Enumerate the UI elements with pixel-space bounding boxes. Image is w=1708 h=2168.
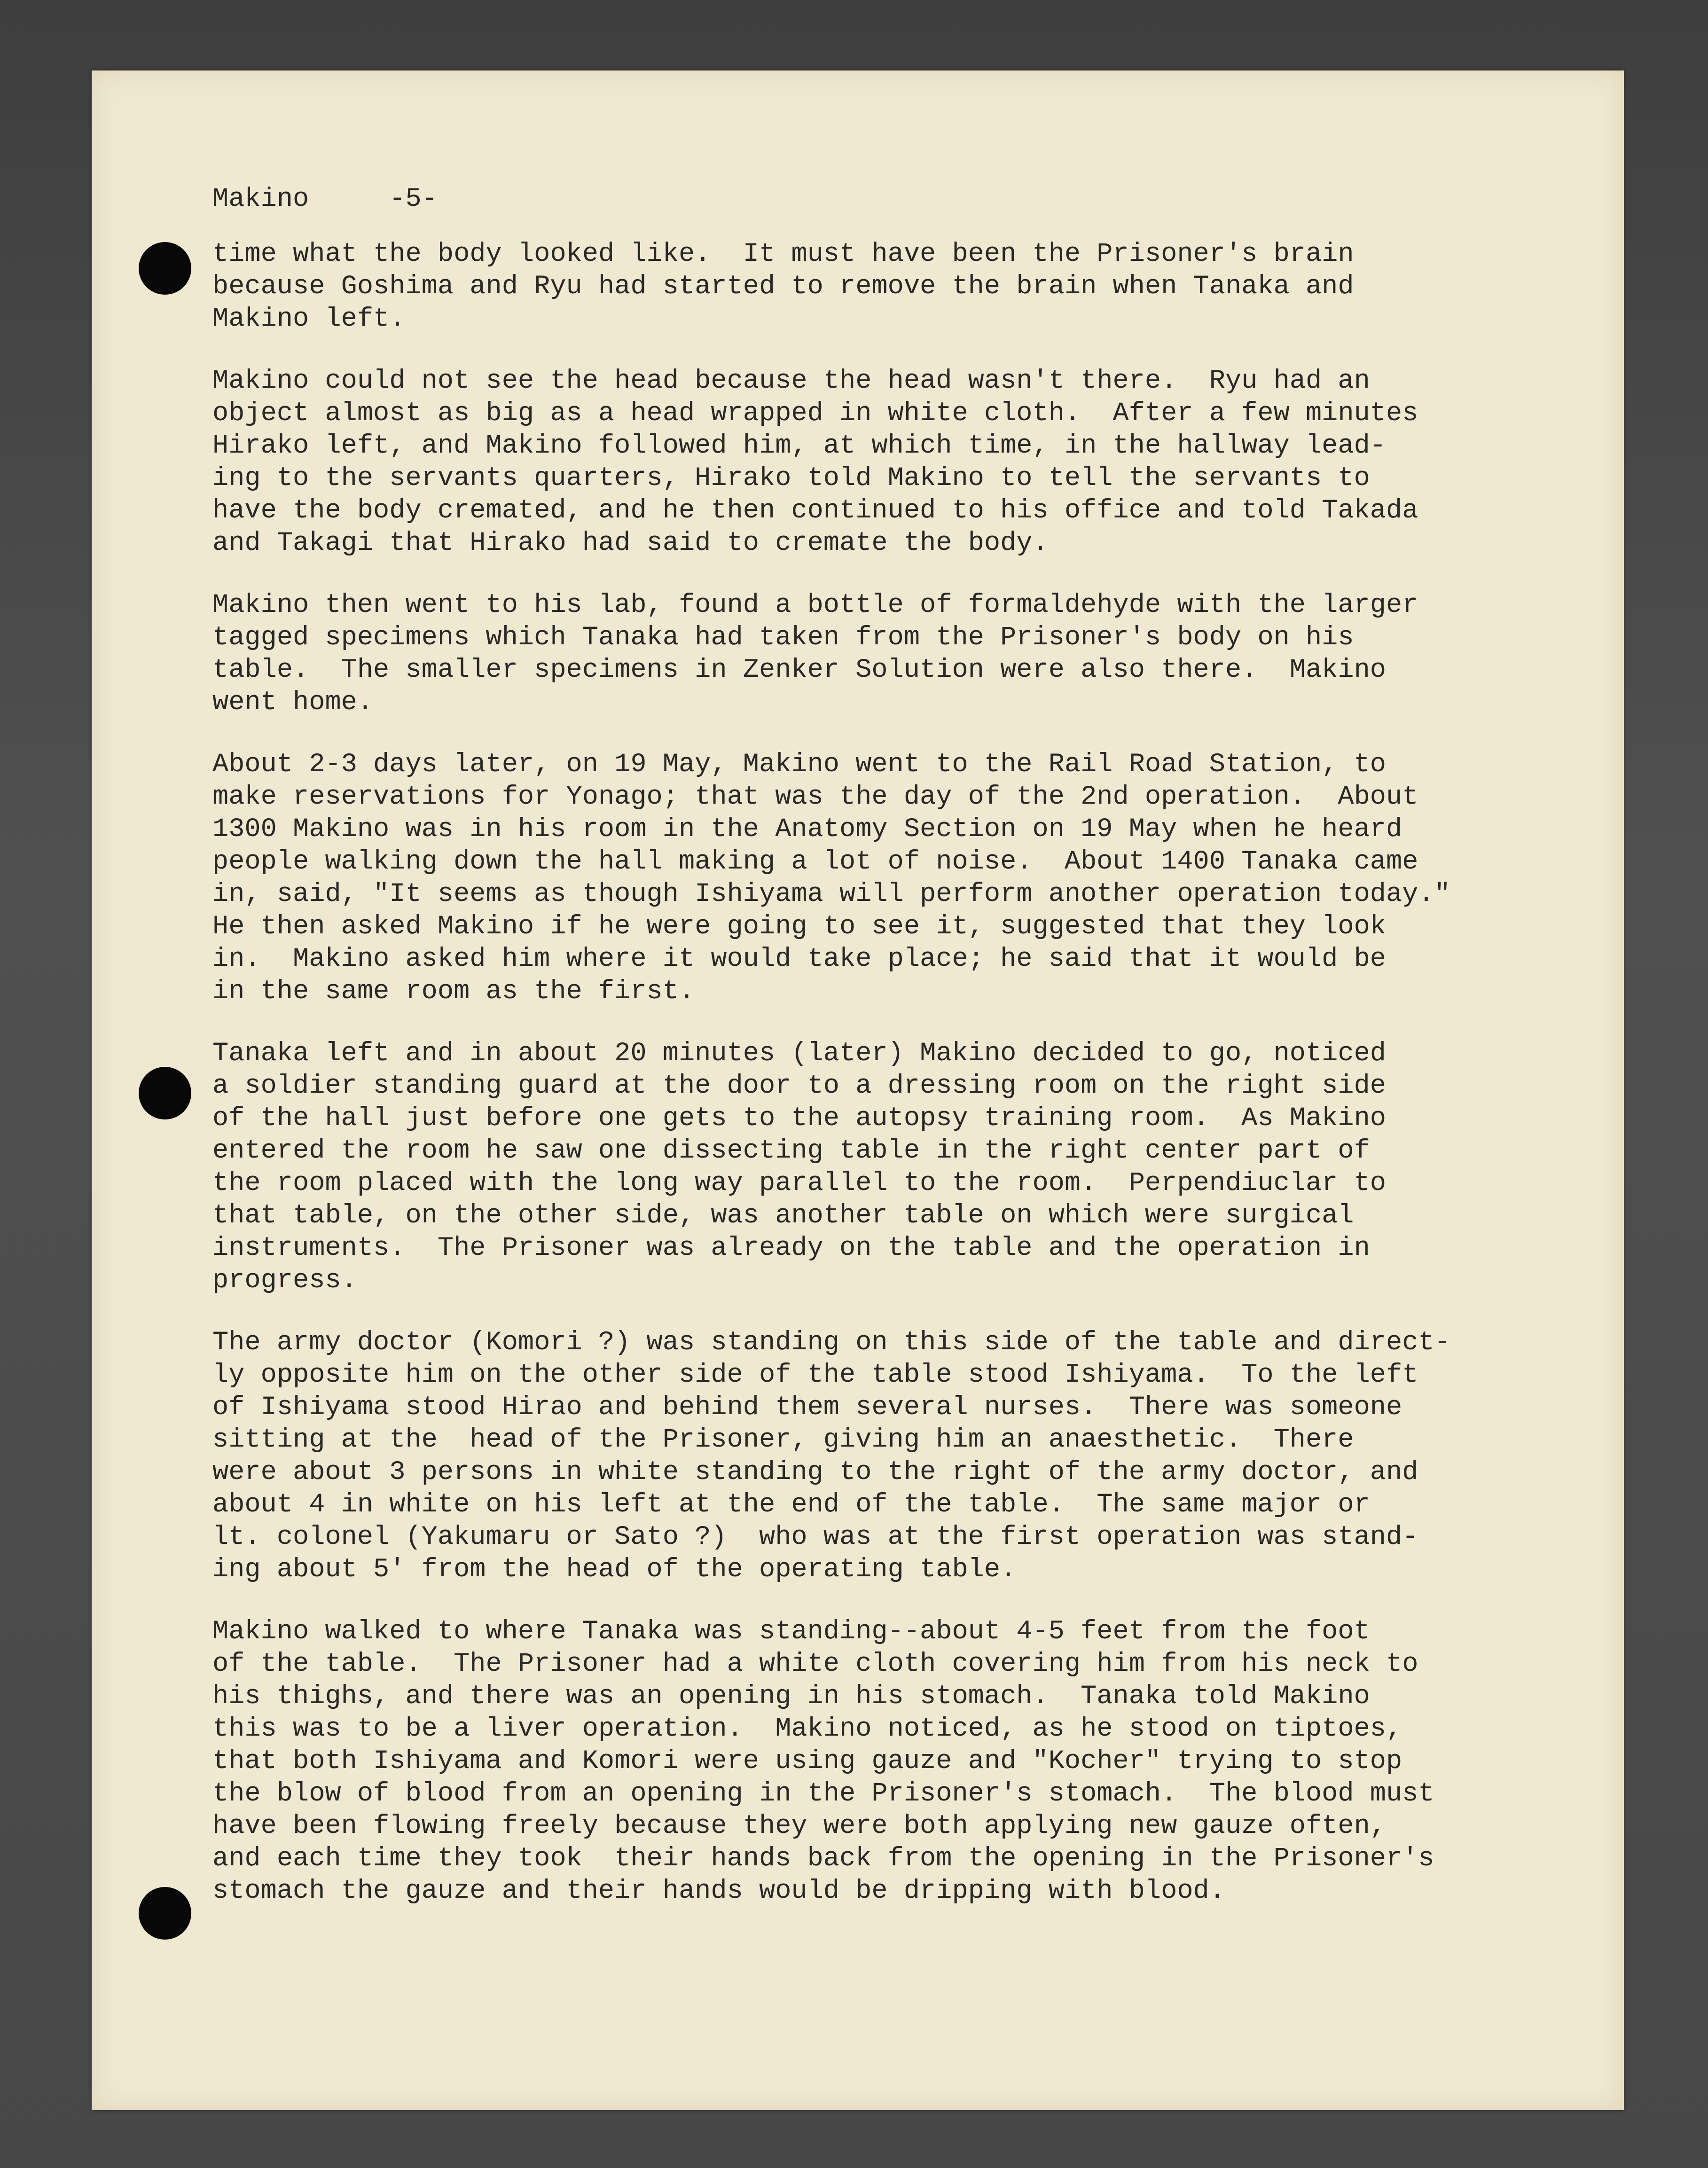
paragraph-list bbox=[212, 238, 1528, 1908]
text-line: have the body cremated, and he then continued to his office and told Takada bbox=[212, 496, 1418, 526]
paragraph bbox=[212, 1038, 1528, 1297]
text-line: Makino left. bbox=[212, 304, 406, 334]
header-name: Makino bbox=[212, 184, 309, 214]
text-line: about 4 in white on his left at the end of the table. The same major or bbox=[212, 1490, 1370, 1520]
text-line: and each time they took their hands back from the opening in the Prisoner's bbox=[212, 1844, 1434, 1874]
text-line: his thighs, and there was an opening in his stomach. Tanaka told Makino bbox=[212, 1682, 1370, 1712]
text-line: people walking down the hall making a lot of noise. About 1400 Tanaka came bbox=[212, 847, 1418, 877]
text-line: Makino then went to his lab, found a bottle of formaldehyde with the larger bbox=[212, 590, 1418, 620]
page-header bbox=[212, 183, 1528, 216]
text-line: progress. bbox=[212, 1266, 357, 1296]
text-line: the blow of blood from an opening in the Prisoner's stomach. The blood must bbox=[212, 1779, 1434, 1809]
text-line: that both Ishiyama and Komori were using gauze and "Kocher" trying to stop bbox=[212, 1746, 1402, 1777]
text-line: Makino could not see the head because the head wasn't there. Ryu had an bbox=[212, 366, 1370, 396]
text-line: the room placed with the long way parallel to the room. Perpendiuclar to bbox=[212, 1168, 1387, 1198]
text-line: 1300 Makino was in his room in the Anatomy Section on 19 May when he heard bbox=[212, 814, 1402, 845]
text-line: stomach the gauze and their hands would be dripping with blood. bbox=[212, 1876, 1225, 1906]
text-line: and Takagi that Hirako had said to cremate the body. bbox=[212, 528, 1049, 558]
paragraph bbox=[212, 238, 1528, 336]
paragraph bbox=[212, 365, 1528, 560]
paragraph bbox=[212, 1616, 1528, 1908]
paragraph bbox=[212, 1327, 1528, 1586]
text-line: He then asked Makino if he were going to see it, suggested that they look bbox=[212, 912, 1387, 942]
punch-hole bbox=[139, 1887, 191, 1940]
text-line: have been flowing freely because they were both applying new gauze often, bbox=[212, 1811, 1387, 1841]
paragraph bbox=[212, 749, 1528, 1008]
punch-hole bbox=[139, 242, 191, 295]
paragraph bbox=[212, 589, 1528, 719]
text-line: this was to be a liver operation. Makino noticed, as he stood on tiptoes, bbox=[212, 1714, 1402, 1744]
text-line: table. The smaller specimens in Zenker Solution were also there. Makino bbox=[212, 655, 1387, 685]
text-line: lt. colonel (Yakumaru or Sato ?) who was at the first operation was stand- bbox=[212, 1522, 1418, 1552]
text-line: of the table. The Prisoner had a white cloth covering him from his neck to bbox=[212, 1649, 1418, 1679]
text-line: tagged specimens which Tanaka had taken from the Prisoner's body on his bbox=[212, 623, 1354, 653]
text-line: sitting at the head of the Prisoner, giving him an anaesthetic. There bbox=[212, 1425, 1354, 1455]
text-line: in. Makino asked him where it would take place; he said that it would be bbox=[212, 944, 1387, 974]
text-line: object almost as big as a head wrapped in white cloth. After a few minutes bbox=[212, 399, 1418, 429]
text-line: Makino walked to where Tanaka was standing--about 4-5 feet from the foot bbox=[212, 1617, 1370, 1647]
text-line: entered the room he saw one dissecting table in the right center part of bbox=[212, 1136, 1370, 1166]
text-line: Hirako left, and Makino followed him, at which time, in the hallway lead- bbox=[212, 431, 1387, 461]
text-line: make reservations for Yonago; that was the day of the 2nd operation. About bbox=[212, 782, 1418, 812]
text-line: About 2-3 days later, on 19 May, Makino went to the Rail Road Station, to bbox=[212, 750, 1387, 780]
text-line: ly opposite him on the other side of the table stood Ishiyama. To the left bbox=[212, 1360, 1418, 1390]
text-line: were about 3 persons in white standing to the right of the army doctor, and bbox=[212, 1457, 1418, 1487]
text-line: of Ishiyama stood Hirao and behind them several nurses. There was someone bbox=[212, 1393, 1402, 1423]
punch-hole bbox=[139, 1067, 191, 1119]
page-number: -5- bbox=[389, 184, 438, 214]
text-line: ing to the servants quarters, Hirako told Makino to tell the servants to bbox=[212, 463, 1370, 493]
text-line: of the hall just before one gets to the autopsy training room. As Makino bbox=[212, 1104, 1387, 1134]
document-body bbox=[212, 183, 1528, 1937]
text-line: instruments. The Prisoner was already on the table and the operation in bbox=[212, 1233, 1370, 1263]
text-line: The army doctor (Komori ?) was standing on this side of the table and direct- bbox=[212, 1328, 1450, 1358]
text-line: time what the body looked like. It must have been the Prisoner's brain bbox=[212, 239, 1354, 269]
text-line: in, said, "It seems as though Ishiyama will perform another operation today." bbox=[212, 879, 1450, 909]
text-line: Tanaka left and in about 20 minutes (later) Makino decided to go, noticed bbox=[212, 1039, 1387, 1069]
text-line: in the same room as the first. bbox=[212, 977, 695, 1007]
text-line: because Goshima and Ryu had started to remove the brain when Tanaka and bbox=[212, 272, 1354, 302]
text-line: ing about 5' from the head of the operating table. bbox=[212, 1555, 1017, 1585]
text-line: went home. bbox=[212, 688, 374, 718]
text-line: a soldier standing guard at the door to a dressing room on the right side bbox=[212, 1071, 1387, 1101]
text-line: that table, on the other side, was another table on which were surgical bbox=[212, 1201, 1354, 1231]
